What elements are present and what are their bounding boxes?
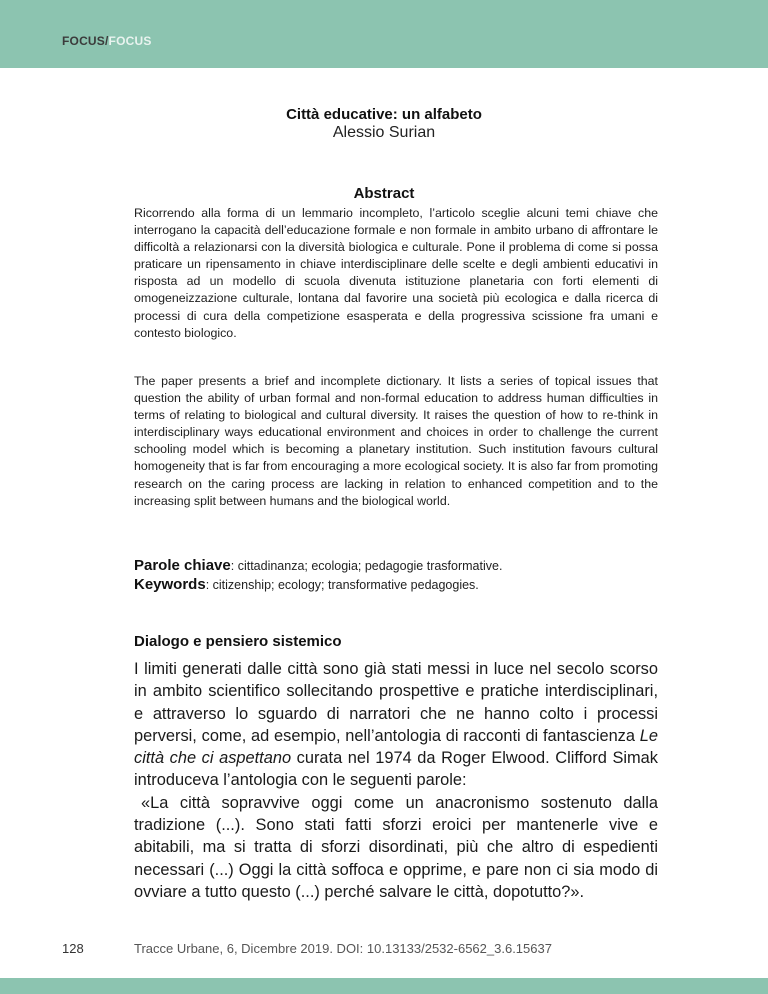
section-tag-primary: FOCUS/	[62, 34, 109, 48]
footer-band	[0, 978, 768, 994]
keywords-english: Keywords: citizenship; ecology; transformative pedagogies.	[134, 576, 479, 593]
keywords-it-label: Parole chiave	[134, 557, 231, 574]
body-text-end: curata nel 1974 da Roger Elwood. Clifford Simak introduceva l’antologia con le seguenti parole:	[134, 749, 658, 790]
section-tag	[62, 34, 152, 48]
keywords-it-values: cittadinanza; ecologia; pedagogie trasformative.	[237, 559, 503, 573]
body-text-start: I limiti generati dalle città sono già stati messi in luce nel secolo scorso in ambito scientifico sollecitando prospettive e pratiche interdisciplinari, e attraverso lo sguardo di narratori che ne hanno colto i processi perversi, come, ad esempio, nell’antologia di racconti di fantascienza	[134, 660, 658, 745]
block-quote: «La città sopravvive oggi come un anacronismo sostenuto dalla tradizione (...). Sono stati fatti sforzi eroici per mantenerle vive e abitabili, ma si tratta di sforzi disordinati, più che altro di espedienti necessari (...) Oggi la città soffoca e opprime, e pare non ci sia modo di ovviare a tutto questo (...) perché salvare le città, dopotutto?».	[134, 793, 658, 901]
keywords-en-values: citizenship; ecology; transformative pedagogies.	[212, 578, 479, 592]
page-number: 128	[62, 941, 84, 956]
abstract-english: The paper presents a brief and incomplete dictionary. It lists a series of topical issues that question the ability of urban formal and non-formal education to address human difficulties in terms of relating to biological and cultural diversity. It raises the question of how to re-think in interdisciplinary ways educational environment and choices in order to challenge the current schooling model which is becoming a planetary institution. Such institution favours cultural homogeneity that is far from encouraging a more ecological society. It is also far from promoting research on the caring process are lacking in relation to enhanced competition and to the increasing split between humans and the biological world.	[134, 374, 658, 508]
book-title: Le città che ci aspettano	[134, 726, 658, 768]
keywords-en-label: Keywords	[134, 576, 206, 593]
abstract-heading: Abstract	[353, 185, 415, 202]
footer-citation: Tracce Urbane, 6, Dicembre 2019. DOI: 10.13133/2532-6562_3.6.15637	[134, 941, 552, 956]
section-tag-secondary: FOCUS	[108, 34, 152, 48]
section-heading: Dialogo e pensiero sistemico	[134, 633, 342, 650]
article-author: Alessio Surian	[332, 124, 436, 141]
article-title: Città educative: un alfabeto	[286, 106, 482, 123]
abstract-italian: Ricorrendo alla forma di un lemmario incompleto, l’articolo sceglie alcuni temi chiave che interrogano la capacità dell’educazione formale e non formale in ambito urbano di affrontare le difficoltà a relazionarsi con la diversità biologica e culturale. Pone il problema di come si possa praticare un ripensamento in chiave interdisciplinare delle scelte e degli ambienti educativi in risposta ad un modello di scuola divenuta istituzione planetaria con forti elementi di omogeneizzazione culturale, lontana dal favorire una società più ecologica e dalla ricerca di processi di cura della competizione esasperata e della progressiva scissione fra umani e contesto biologico.	[134, 206, 658, 340]
keywords-italian: Parole chiave: cittadinanza; ecologia; pedagogie trasformative.	[134, 557, 503, 574]
section-body	[134, 658, 658, 903]
